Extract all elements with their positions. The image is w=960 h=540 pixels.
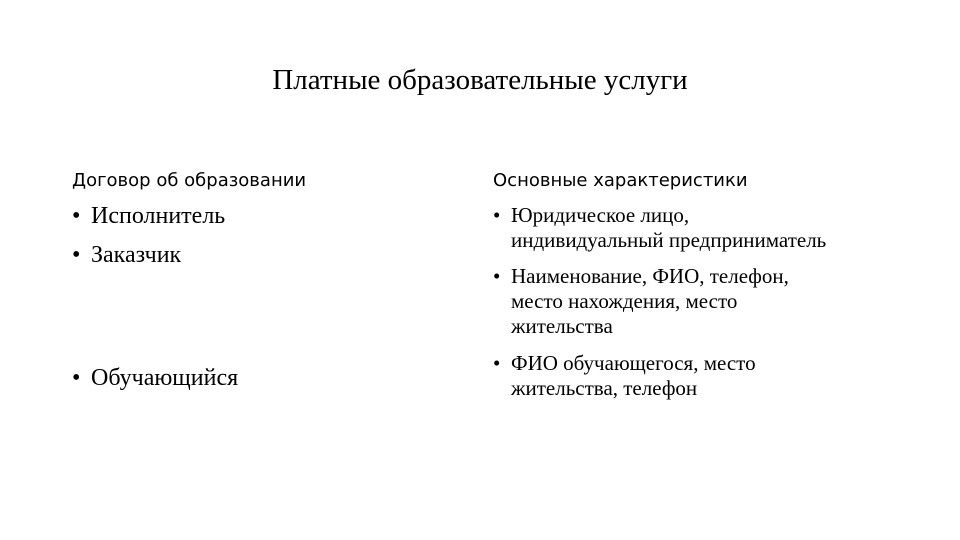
right-column-heading: Основные характеристики bbox=[493, 170, 748, 191]
slide-title: Платные образовательные услуги bbox=[272, 64, 688, 96]
list-item-text-line: место нахождения, место bbox=[511, 289, 738, 313]
list-item bbox=[72, 363, 238, 393]
bullet-icon: • bbox=[493, 351, 501, 375]
list-item-text-line: Юридическое лицо, bbox=[511, 203, 690, 227]
list-item bbox=[72, 240, 181, 270]
list-item-text: Исполнитель bbox=[91, 203, 226, 229]
bullet-icon: • bbox=[72, 203, 81, 229]
left-column-heading: Договор об образовании bbox=[72, 170, 307, 191]
list-item bbox=[72, 201, 225, 231]
list-item-text-line: жительства bbox=[511, 314, 613, 338]
list-item-text-line: Наименование, ФИО, телефон, bbox=[511, 264, 789, 288]
list-item bbox=[493, 351, 756, 401]
list-item-text-line: жительства, телефон bbox=[511, 376, 698, 400]
bullet-icon: • bbox=[493, 264, 501, 288]
list-item bbox=[493, 264, 789, 339]
list-item-text: Обучающийся bbox=[91, 365, 239, 391]
list-item bbox=[493, 203, 826, 253]
bullet-icon: • bbox=[72, 242, 81, 268]
bullet-icon: • bbox=[493, 203, 501, 227]
bullet-icon: • bbox=[72, 365, 81, 391]
list-item-text-line: индивидуальный предприниматель bbox=[511, 228, 827, 252]
list-item-text: Заказчик bbox=[91, 242, 182, 268]
list-item-text-line: ФИО обучающегося, место bbox=[511, 351, 756, 375]
